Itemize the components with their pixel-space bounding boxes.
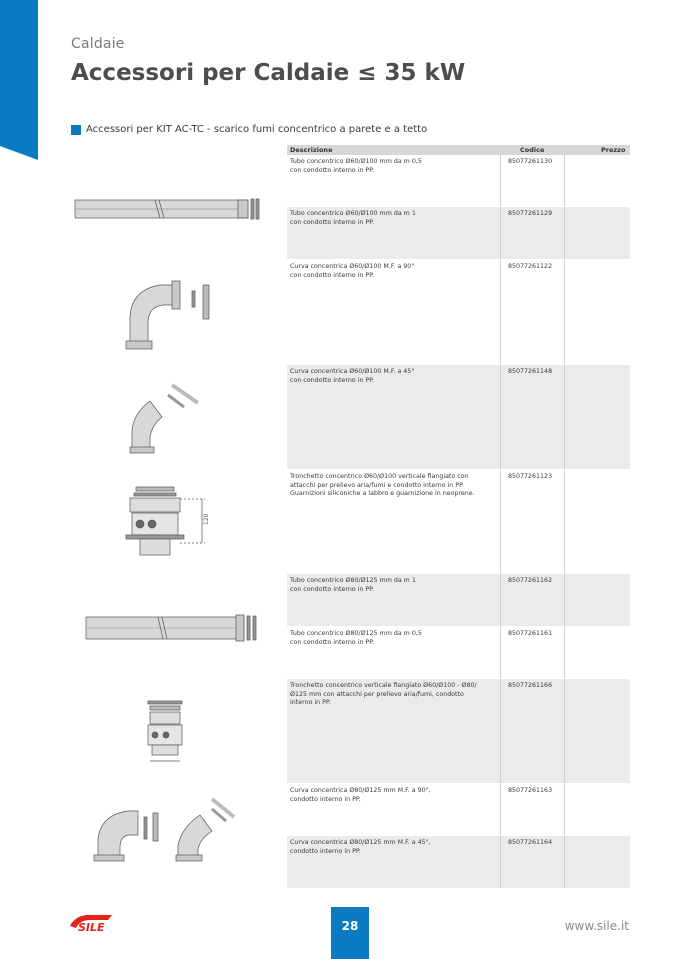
- subtitle: [71, 124, 427, 135]
- row-code: 85077261161: [508, 630, 553, 637]
- table-row: [287, 207, 630, 260]
- table-row: [287, 627, 630, 679]
- bend-90-80-125-illustration: [94, 811, 158, 861]
- table-row: [287, 155, 630, 207]
- section-label: Caldaie: [71, 36, 125, 52]
- table-row: [287, 470, 630, 574]
- row-code: 85077261122: [508, 263, 553, 270]
- table-row: [287, 679, 630, 784]
- row-description: Tubo concentrico Ø60/Ø100 mm da m 0,5 con condotto interno in PP.: [290, 158, 422, 174]
- website-link[interactable]: www.sile.it: [564, 919, 629, 933]
- bullet-square-icon: [71, 125, 81, 135]
- product-table: [287, 145, 630, 889]
- row-code: 85077261162: [508, 577, 553, 584]
- bend-45-80-125-illustration: [176, 799, 234, 861]
- row-code: 85077261130: [508, 158, 553, 165]
- row-code: 85077261129: [508, 210, 553, 217]
- sile-logo: [68, 912, 114, 934]
- header-descrizione: Descrizione: [290, 146, 333, 154]
- header-codice: Codice: [520, 146, 545, 154]
- row-description: Tubo concentrico Ø80/Ø125 mm da m 1 con condotto interno in PP.: [290, 577, 416, 593]
- row-description: Tubo concentrico Ø60/Ø100 mm da m 1 con condotto interno in PP.: [290, 210, 416, 226]
- table-row: [287, 365, 630, 470]
- subtitle-text: Accessori per KIT AC-TC - scarico fumi concentrico a parete e a tetto: [86, 124, 428, 135]
- bend-90-60-100-illustration: [126, 281, 209, 349]
- row-description: Tubo concentrico Ø80/Ø125 mm da m 0,5 con condotto interno in PP.: [290, 630, 422, 646]
- adapter-80-125-illustration: [148, 701, 182, 761]
- table-row: [287, 260, 630, 365]
- corner-tab: [0, 0, 38, 160]
- table-row: [287, 836, 630, 889]
- page-number: 28: [331, 907, 369, 959]
- row-description: Curva concentrica Ø60/Ø100 M.F. a 90° con condotto interno in PP.: [290, 263, 415, 279]
- row-code: 85077261148: [508, 368, 553, 375]
- pipe-60-100-illustration: [75, 199, 259, 219]
- row-code: 85077261164: [508, 839, 553, 846]
- page-title: Accessori per Caldaie ≤ 35 kW: [71, 60, 466, 86]
- row-code: 85077261163: [508, 787, 553, 794]
- row-description: Tronchetto concentrico Ø60/Ø100 verticale flangiato con attacchi per prelievo aria/fumi e condotto interno in PP. Guarnizioni siliconiche a labbro e guarnizione in neoprene.: [290, 473, 475, 498]
- row-code: 85077261166: [508, 682, 553, 689]
- product-illustrations: [60, 155, 285, 895]
- table-row: [287, 574, 630, 627]
- header-prezzo: Prezzo: [601, 146, 626, 154]
- row-description: Curva concentrica Ø80/Ø125 mm M.F. a 45°, condotto interno in PP.: [290, 839, 431, 855]
- pipe-80-125-illustration: [86, 615, 256, 641]
- row-description: Tronchetto concentrico verticale flangiato Ø60/Ø100 - Ø80/ Ø125 mm con attacchi per prelievo aria/fumi, condotto interno in PP.: [290, 682, 477, 707]
- table-row: [287, 784, 630, 836]
- adapter-60-100-illustration: [126, 487, 205, 555]
- row-description: Curva concentrica Ø80/Ø125 mm M.F. a 90°, condotto interno in PP.: [290, 787, 431, 803]
- table-header: [287, 145, 630, 155]
- logo-text: SILE: [78, 921, 105, 934]
- row-description: Curva concentrica Ø60/Ø100 M.F. a 45° con condotto interno in PP.: [290, 368, 415, 384]
- row-code: 85077261123: [508, 473, 553, 480]
- dimension-label: 120: [203, 513, 210, 525]
- bend-45-60-100-illustration: [130, 385, 198, 453]
